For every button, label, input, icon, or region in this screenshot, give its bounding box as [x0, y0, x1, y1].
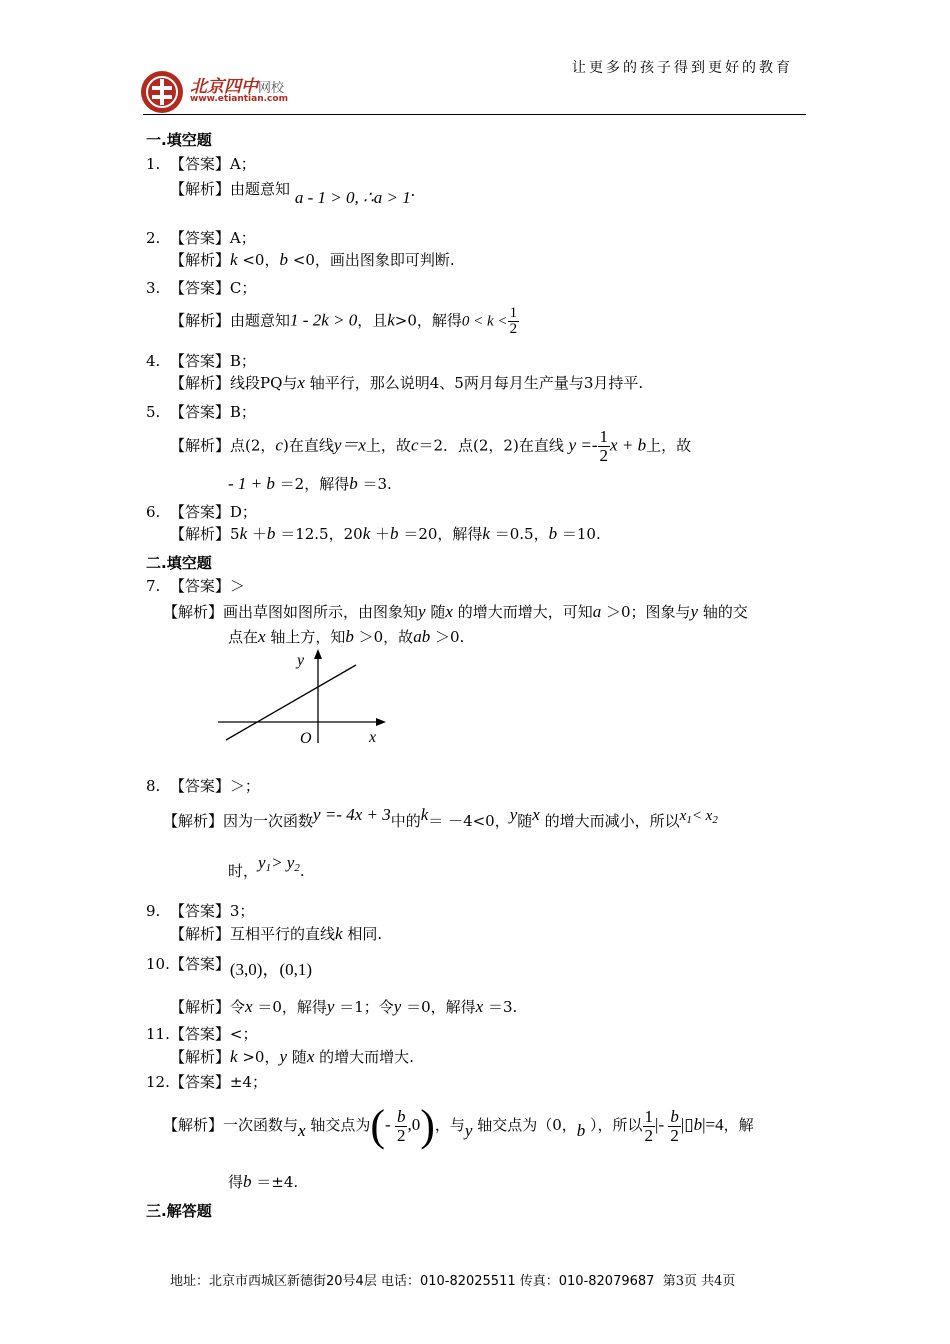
axis-label-y: y — [297, 652, 305, 669]
q11-analysis: 【解析】k >0，y 随x 的增大而增大. — [170, 1047, 414, 1066]
q3-answer: 3. 【答案】C； — [146, 279, 257, 297]
q5-analysis-line1: 【解析】点(2，c)在直线y＝x上，故c＝2．点(2，2)在直线 y =- $\frac{1}{2}$ x + b上，故 — [170, 427, 692, 465]
logo-url: www.etiantian.com — [190, 94, 288, 104]
q5-answer: 5. 【答案】B； — [146, 403, 256, 421]
q7-analysis-line2: 点在x 轴上方，知b ＞0，故ab ＞0. — [228, 627, 465, 646]
q7-analysis-line1: 【解析】画出草图如图所示，由图象知y 随x 的增大而增大，可知a ＞0；图象与y 轴的交 — [163, 602, 748, 621]
q6-answer: 6. 【答案】D； — [146, 503, 257, 521]
q5-analysis-line2: - 1 + b ＝2，解得b ＝3. — [228, 474, 392, 493]
section-heading: 二.填空题 — [146, 554, 212, 572]
q9-analysis: 【解析】互相平行的直线k 相同. — [170, 924, 383, 943]
footer-address: 地址：北京市西城区新德街20号4层 电话：010-82025511 传真：010-82079687 第3页 共4页 — [170, 1274, 736, 1289]
q2-analysis: 【解析】k <0，b <0，画出图象即可判断. — [170, 250, 455, 269]
q7-answer: 7. 【答案】＞ — [146, 577, 245, 595]
q12-answer: 12.【答案】±4； — [146, 1073, 267, 1091]
origin-label: O — [300, 730, 312, 747]
q10-answer: 10.【答案】(3,0)，(0,1) — [146, 955, 313, 979]
q12-analysis-line2: 得b ＝±4. — [228, 1172, 299, 1191]
q1-answer: 1. 【答案】A； — [146, 155, 256, 173]
q11-answer: 11.【答案】<； — [146, 1025, 258, 1043]
header-rule — [143, 114, 806, 115]
section-heading: 一.填空题 — [146, 131, 212, 149]
section-heading: 三.解答题 — [146, 1202, 212, 1220]
q8-analysis-line1: 【解析】因为一次函数y =- 4x + 3中的k＝ －4<0，y随x 的增大而减小，所以$x_1< x^2$ — [163, 805, 718, 830]
q7-sketch-graph — [214, 647, 394, 747]
q8-analysis-line2: 时，$y^1> y^2$. — [228, 853, 305, 880]
q6-analysis: 【解析】5k ＋b ＝12.5，20k ＋b ＝20，解得k ＝0.5，b ＝10. — [170, 524, 601, 543]
q1-analysis: 【解析】由题意知 a - 1 > 0, ∴a > 1. — [170, 180, 415, 207]
axis-label-x: x — [369, 729, 377, 746]
header-slogan: 让更多的孩子得到更好的教育 — [572, 60, 793, 76]
q10-analysis: 【解析】令x ＝0，解得y ＝1；令y ＝0，解得x ＝3. — [170, 997, 518, 1016]
q4-analysis: 【解析】线段PQ与x 轴平行，那么说明4、5两月每月生产量与3月持平. — [170, 373, 644, 392]
q9-answer: 9. 【答案】3； — [146, 902, 255, 920]
q8-answer: 8. 【答案】＞； — [146, 777, 260, 795]
logo-title: 北京四中网校 — [190, 77, 285, 97]
logo-seal-icon — [140, 70, 184, 114]
q4-answer: 4. 【答案】B； — [146, 352, 256, 370]
q12-analysis-line1: 【解析】一次函数与x 轴交点为(- $\frac{b}{2}$ ,0)，与y 轴交点为（0，b ），所以 $\frac{1}{2}$ |- $\frac{b}{2}$ |▯b|=4，解 — [163, 1101, 754, 1150]
q2-answer: 2. 【答案】A； — [146, 229, 256, 247]
q3-analysis: 【解析】由题意知1 - 2k > 0，且k>0，解得0 < k < $\frac{1}{2}$ — [170, 305, 518, 337]
logo — [140, 70, 340, 112]
